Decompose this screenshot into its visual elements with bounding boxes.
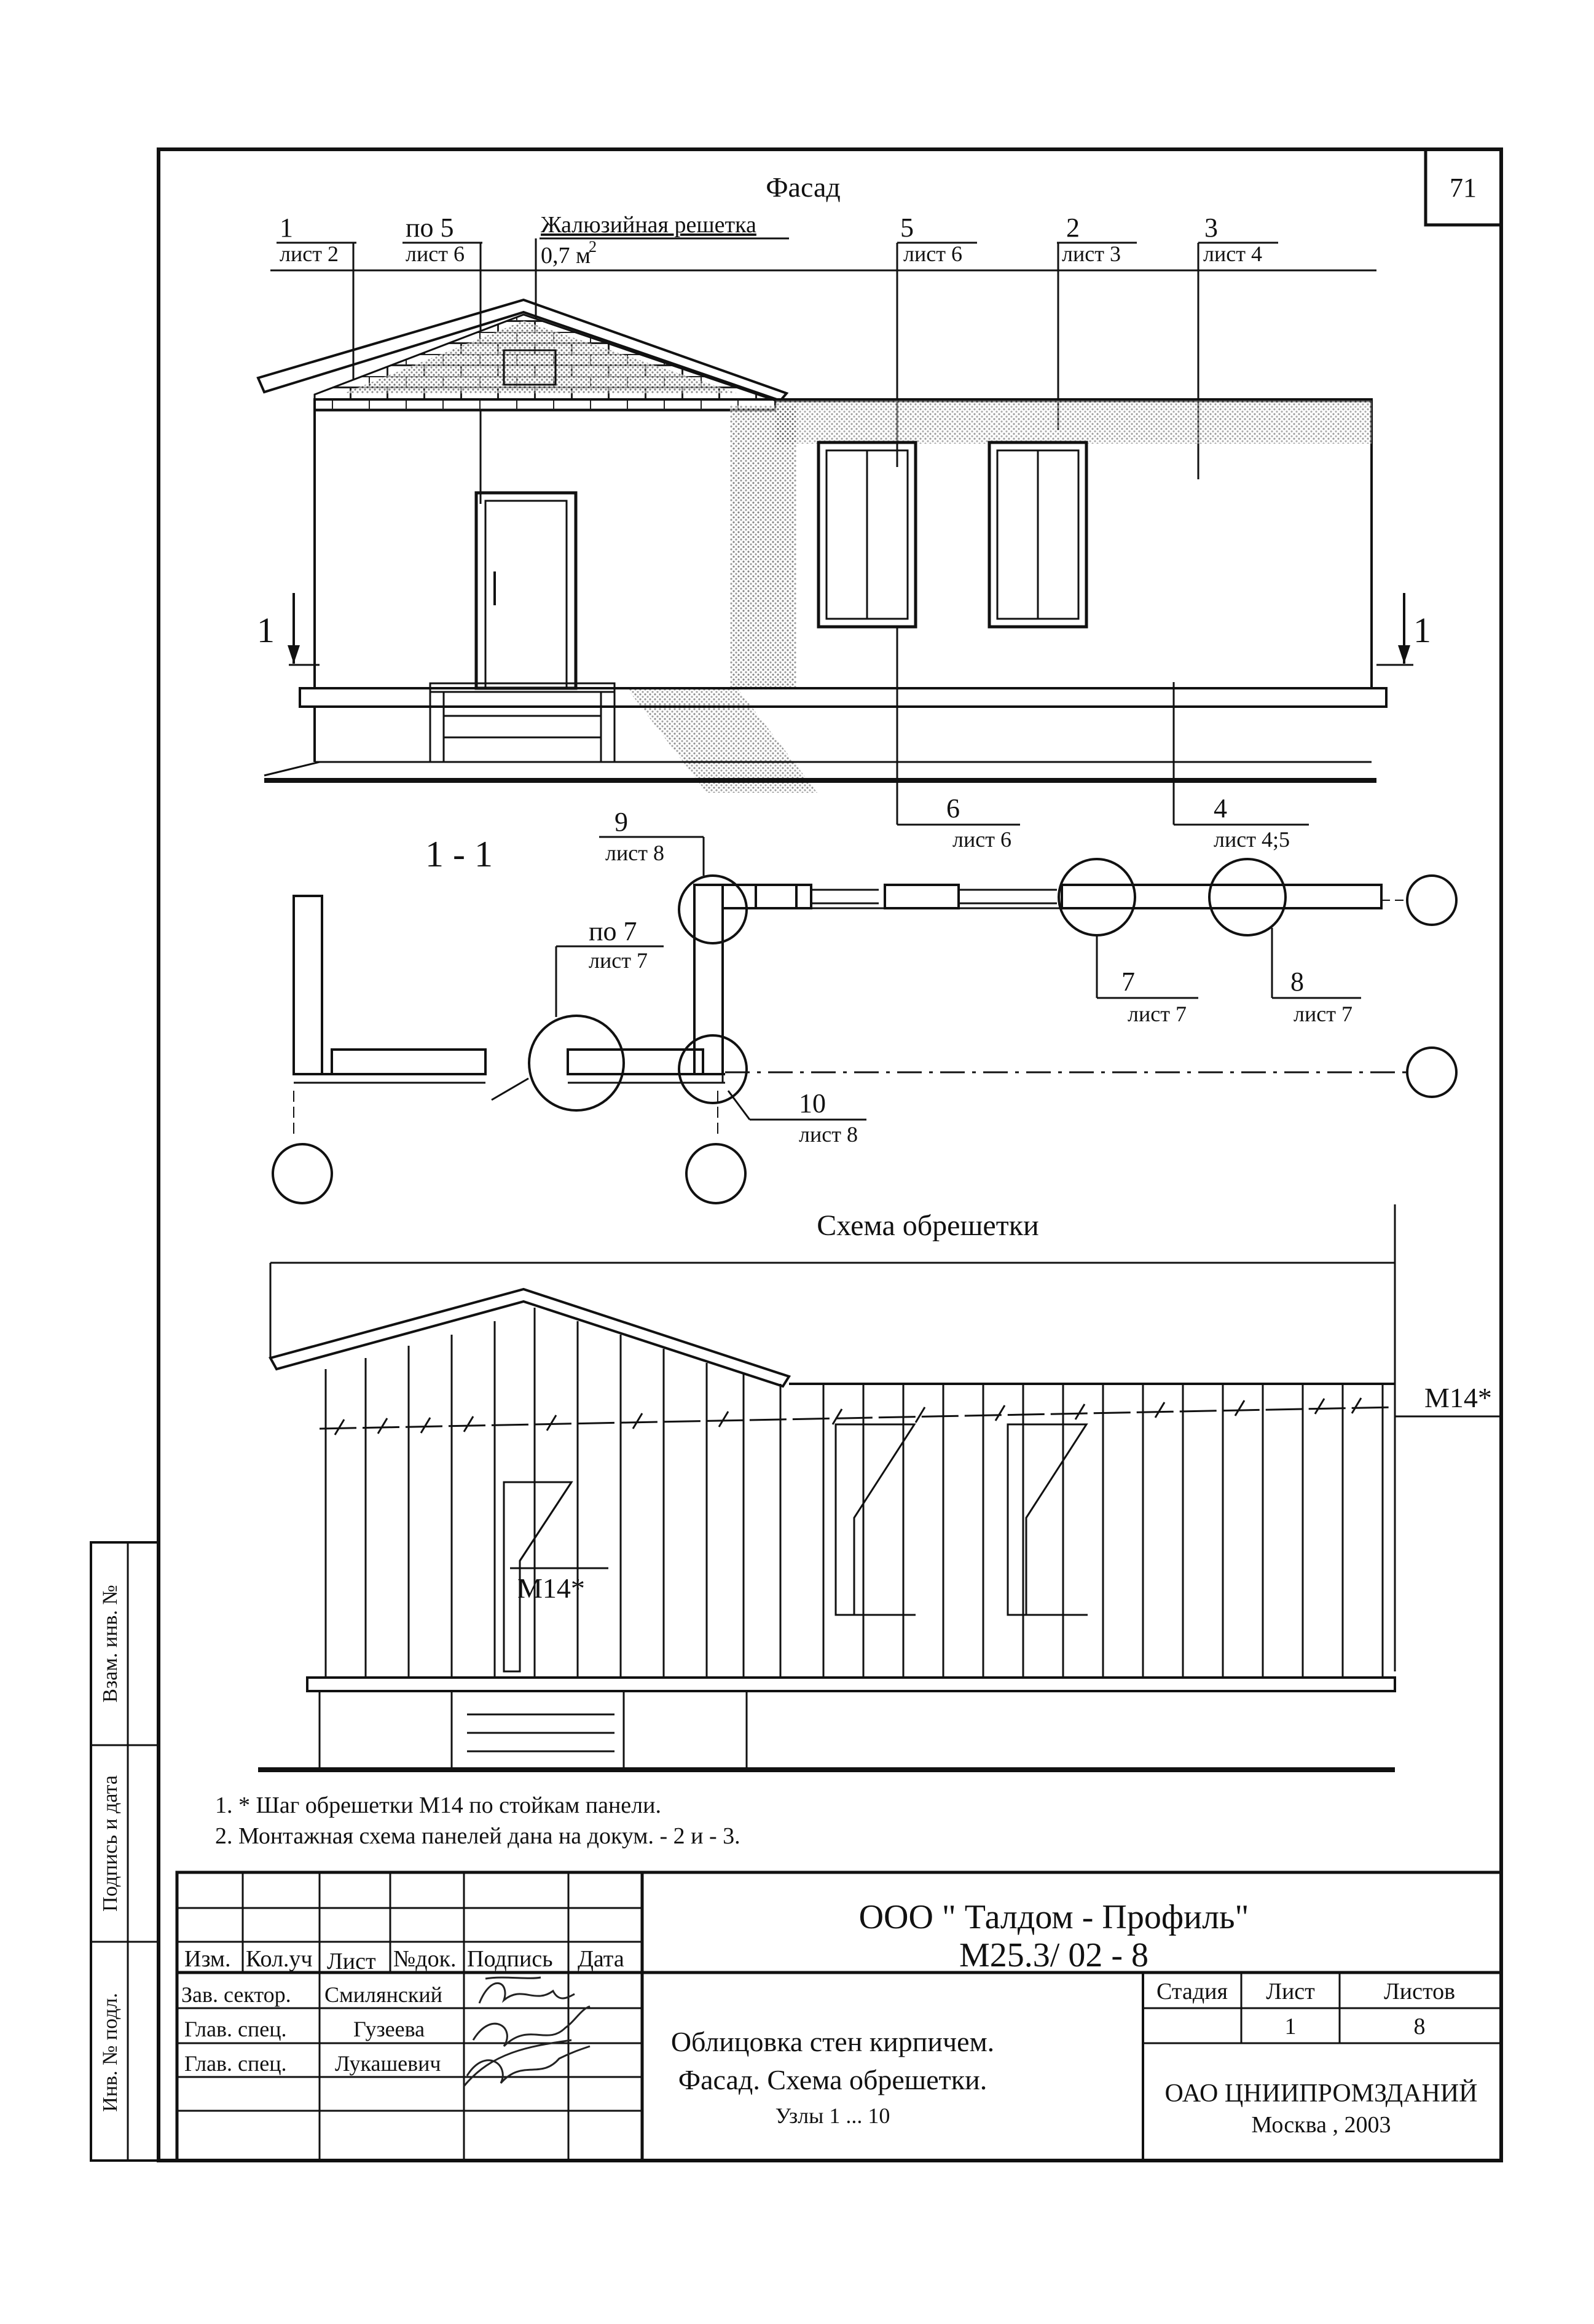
- drawing-title-line-3: Узлы 1 ... 10: [775, 2103, 890, 2128]
- header-signature: Подпись: [467, 1946, 553, 1972]
- svg-text:лист 2: лист 2: [280, 241, 339, 266]
- svg-text:10: 10: [799, 1088, 826, 1118]
- section-callout-9: [599, 807, 704, 876]
- staff-name-2: Гузеева: [353, 2017, 425, 2041]
- header-sheet: Лист: [327, 1949, 376, 1974]
- svg-text:0,7 м: 0,7 м: [541, 243, 591, 269]
- svg-text:4: 4: [1214, 793, 1227, 823]
- svg-text:1: 1: [257, 610, 275, 650]
- side-stamp: [91, 1542, 159, 2161]
- svg-text:Жалюзийная решетка: Жалюзийная решетка: [541, 212, 756, 238]
- staff-role-2: Глав. спец.: [184, 2017, 287, 2041]
- svg-text:по 7: по 7: [589, 916, 637, 946]
- page-number: 71: [1450, 173, 1477, 203]
- section-mark-right: [1376, 593, 1431, 665]
- svg-text:2: 2: [1066, 213, 1080, 243]
- svg-text:лист 6: лист 6: [903, 241, 962, 266]
- sheets-label: Листов: [1383, 1979, 1456, 2004]
- city-year: Москва , 2003: [1251, 2112, 1391, 2138]
- svg-text:лист 4: лист 4: [1203, 241, 1262, 266]
- staff-name-3: Лукашевич: [335, 2051, 441, 2076]
- note-1: 1. * Шаг обрешетки М14 по стойкам панели.: [215, 1792, 661, 1818]
- svg-text:лист 7: лист 7: [1294, 1002, 1353, 1026]
- section-callout-7: [1097, 935, 1198, 1026]
- staff-role-3: Глав. спец.: [184, 2051, 287, 2076]
- document-code: М25.3/ 02 - 8: [959, 1936, 1148, 1974]
- side-label-replaced: Взам. инв. №: [99, 1585, 122, 1703]
- svg-text:лист 3: лист 3: [1062, 241, 1121, 266]
- header-date: Дата: [578, 1946, 624, 1972]
- svg-text:1: 1: [1413, 610, 1431, 650]
- svg-text:6: 6: [946, 793, 960, 823]
- sheet-label: Лист: [1266, 1979, 1315, 2004]
- svg-text:лист 7: лист 7: [1128, 1002, 1187, 1026]
- organization-name: ОАО ЦНИИПРОМЗДАНИЙ: [1164, 2079, 1478, 2108]
- section-callout-po7: [492, 916, 664, 1100]
- svg-text:лист 4;5: лист 4;5: [1214, 827, 1290, 852]
- svg-text:лист 6: лист 6: [952, 827, 1011, 852]
- header-qty: Кол.уч: [246, 1946, 313, 1972]
- lathing-label-right: М14*: [1424, 1382, 1492, 1413]
- notes: [215, 1792, 740, 1849]
- side-label-signature: Подпись и дата: [99, 1775, 122, 1912]
- side-label-inventory: Инв. № подл.: [99, 1993, 122, 2112]
- header-change: Изм.: [184, 1946, 231, 1972]
- stage-label: Стадия: [1156, 1979, 1228, 2004]
- svg-text:7: 7: [1121, 967, 1135, 997]
- svg-text:3: 3: [1204, 213, 1218, 243]
- section-callout-10: [728, 1088, 866, 1147]
- drawing-title-line-1: Облицовка стен кирпичем.: [670, 2026, 995, 2057]
- svg-text:лист 8: лист 8: [799, 1122, 858, 1147]
- svg-text:2: 2: [589, 238, 597, 256]
- svg-text:лист 7: лист 7: [589, 948, 648, 973]
- staff-name-1: Смилянский: [324, 1982, 442, 2007]
- sheet-value: 1: [1284, 2014, 1297, 2039]
- svg-text:лист 8: лист 8: [605, 841, 664, 865]
- svg-text:по 5: по 5: [406, 213, 454, 243]
- lathing-title: Схема обрешетки: [817, 1209, 1039, 1242]
- svg-text:лист 6: лист 6: [406, 241, 465, 266]
- facade-title: Фасад: [766, 171, 841, 203]
- facade-drawing: [257, 171, 1431, 852]
- sheets-value: 8: [1413, 2014, 1426, 2039]
- facade-callout-6: [897, 627, 1020, 852]
- signatures: [464, 1977, 590, 2086]
- company-name: ООО " Талдом - Профиль": [858, 1898, 1249, 1936]
- drawing-title-line-2: Фасад. Схема обрешетки.: [678, 2064, 987, 2095]
- title-block: [177, 1872, 1501, 2161]
- section-title: 1 - 1: [425, 834, 493, 874]
- section-mark-left: [257, 593, 320, 665]
- svg-text:1: 1: [280, 213, 293, 243]
- note-2: 2. Монтажная схема панелей дана на докум. - 2 и - 3.: [215, 1823, 740, 1849]
- section-callout-8: [1272, 928, 1361, 1026]
- section-1-1-drawing: [273, 807, 1456, 1203]
- svg-text:5: 5: [900, 213, 914, 243]
- svg-text:9: 9: [614, 807, 628, 837]
- header-doc: №док.: [393, 1946, 457, 1972]
- facade-callout-1: [277, 213, 356, 381]
- lathing-ticks: [335, 1398, 1361, 1435]
- staff-role-1: Зав. сектор.: [181, 1982, 291, 2007]
- lathing-label-door: М14*: [517, 1572, 585, 1604]
- lathing-studs: [326, 1308, 1383, 1678]
- svg-text:8: 8: [1290, 967, 1304, 997]
- facade-callout-2: [1057, 213, 1137, 430]
- lathing-scheme-drawing: [258, 1204, 1499, 1770]
